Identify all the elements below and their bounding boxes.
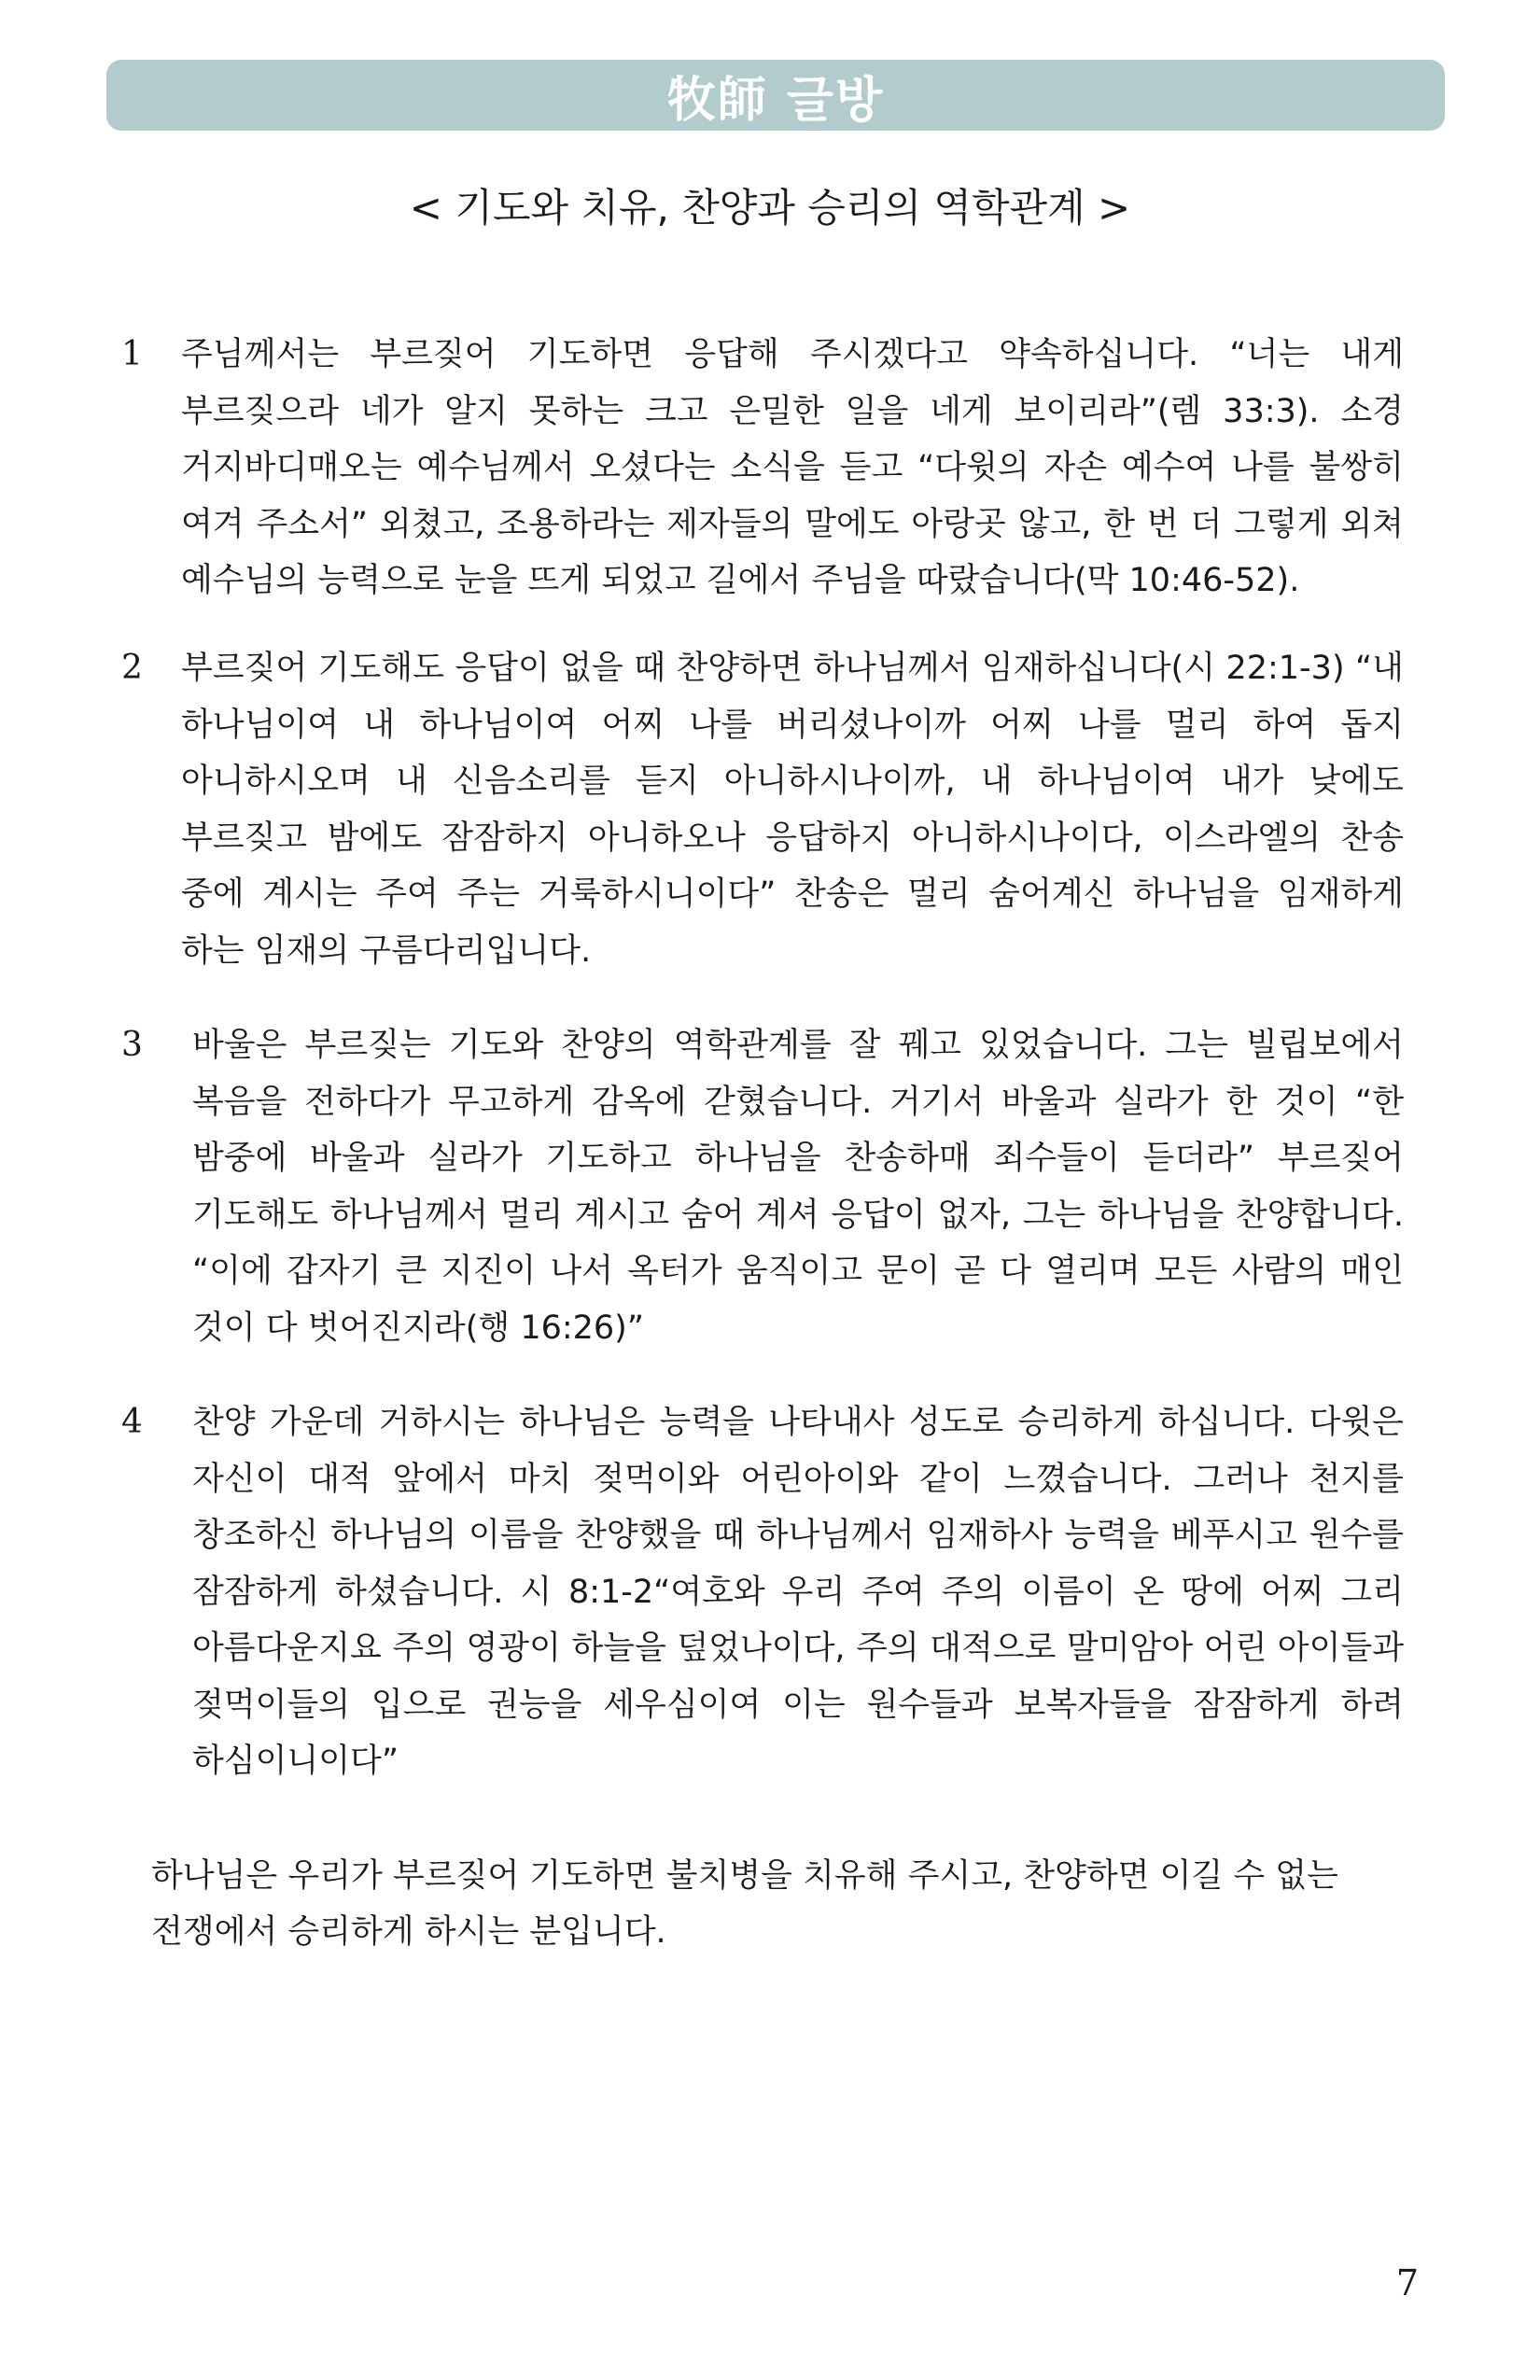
closing-paragraph: 하나님은 우리가 부르짖어 기도하면 불치병을 치유해 주시고, 찬양하면 이길 수 없는 전쟁에서 승리하게 하시는 분입니다.	[151, 1857, 1338, 1951]
paragraph-number: 4	[121, 1403, 143, 1441]
paragraph-number: 1	[121, 335, 143, 373]
page-number: 7	[1395, 2262, 1419, 2303]
paragraph-number: 3	[121, 1026, 143, 1064]
paragraph-text: 부르짖어 기도해도 응답이 없을 때 찬양하면 하나님께서 임재하십니다(시 22:1-3) “내 하나님이여 내 하나님이여 어찌 나를 버리셨나이까 어찌 나를 멀리 하여 돕지 아니하시오며 내 신음소리를 듣지 아니하시나이까, 내 하나님이여 내가 낮에도 부르짖고 밤에도 잠잠하지 아니하오나 응답하지 아니하시나이다, 이스라엘의 찬송 중에 계시는 주여 주는 거룩하시니이다” 찬송은 멀리 숨어계신 하나님을 임재하게 하는 임재의 구름다리입니다.	[181, 650, 1404, 970]
paragraph-text: 주님께서는 부르짖어 기도하면 응답해 주시겠다고 약속하십니다. “너는 내게 부르짖으라 네가 알지 못하는 크고 은밀한 일을 네게 보이리라”(렘 33:3). 소경 거지바디매오는 예수님께서 오셨다는 소식을 듣고 “다윗의 자손 예수여 나를 불쌍히 여겨 주소서” 외쳤고, 조용하라는 제자들의 말에도 아랑곳 않고, 한 번 더 그렇게 외쳐 예수님의 능력으로 눈을 뜨게 되었고 길에서 주님을 따랐습니다(막 10:46-52).	[181, 336, 1404, 599]
paragraph-text: 찬양 가운데 거하시는 하나님은 능력을 나타내사 성도로 승리하게 하십니다. 다윗은 자신이 대적 앞에서 마치 젖먹이와 어린아이와 같이 느꼈습니다. 그러나 천지를 창조하신 하나님의 이름을 찬양했을 때 하나님께서 임재하사 능력을 베푸시고 원수를 잠잠하게 하셨습니다. 시 8:1-2“여호와 우리 주여 주의 이름이 온 땅에 어찌 그리 아름다운지요 주의 영광이 하늘을 덮었나이다, 주의 대적으로 말미암아 어린 아이들과 젖먹이들의 입으로 권능을 세우심이여 이는 원수들과 보복자들을 잠잠하게 하려 하심이니이다”	[192, 1404, 1404, 1780]
article-subtitle: < 기도와 치유, 찬양과 승리의 역학관계 >	[409, 185, 1131, 231]
paragraph-number: 2	[121, 649, 143, 687]
header-bar	[106, 60, 1445, 131]
header-title: 牧師 글방	[666, 72, 885, 129]
paragraph-text: 바울은 부르짖는 기도와 찬양의 역학관계를 잘 꿰고 있었습니다. 그는 빌립보에서 복음을 전하다가 무고하게 감옥에 갇혔습니다. 거기서 바울과 실라가 한 것이 “한 밤중에 바울과 실라가 기도하고 하나님을 찬송하매 죄수들이 듣더라” 부르짖어 기도해도 하나님께서 멀리 계시고 숨어 계셔 응답이 없자, 그는 하나님을 찬양합니다. “이에 갑자기 큰 지진이 나서 옥터가 움직이고 문이 곧 다 열리며 모든 사람의 매인 것이 다 벗어진지라(행 16:26)”	[192, 1027, 1404, 1347]
